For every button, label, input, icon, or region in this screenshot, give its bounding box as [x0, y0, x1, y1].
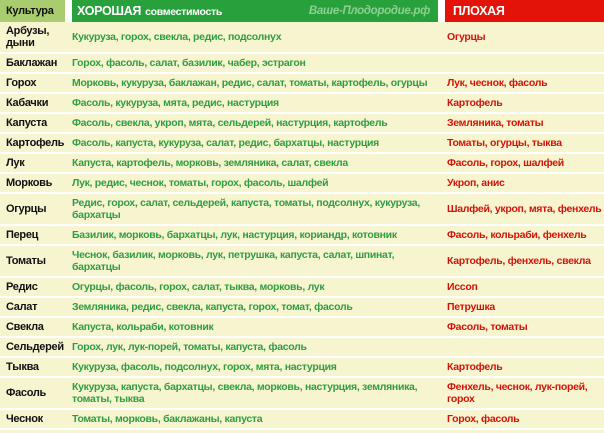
header-good-compatibility — [72, 0, 438, 22]
bad-companions: Укроп, анис — [447, 177, 505, 189]
table-row — [0, 246, 604, 278]
crop-name: Томаты — [6, 255, 46, 267]
crop-name: Капуста — [6, 117, 47, 129]
crop-name: Картофель — [6, 137, 65, 149]
crop-name: Кабачки — [6, 97, 49, 109]
table-row — [0, 358, 604, 378]
good-companions: Капуста, картофель, морковь, земляника, салат, свекла — [72, 157, 348, 169]
bad-companions: Огурцы — [447, 31, 486, 43]
table-row — [0, 94, 604, 114]
good-companions: Горох, лук, лук-порей, томаты, капуста, фасоль — [72, 341, 307, 353]
good-companions: Кукуруза, капуста, бархатцы, свекла, морковь, настурция, земляника, томаты, тыква — [72, 381, 418, 405]
table-row — [0, 298, 604, 318]
crop-name: Свекла — [6, 321, 44, 333]
header-culture: Культура — [0, 0, 65, 22]
bad-companions: Фенхель, чеснок, лук-порей, горох — [447, 381, 588, 405]
table-row — [0, 134, 604, 154]
crop-name: Тыква — [6, 361, 39, 373]
crop-name: Фасоль — [6, 387, 47, 399]
table-row — [0, 278, 604, 298]
good-companions: Чеснок, базилик, морковь, лук, петрушка, капуста, салат, шпинат, бархатцы — [72, 249, 395, 273]
good-companions: Томаты, морковь, баклажаны, капуста — [72, 413, 263, 425]
header-good-label — [77, 2, 222, 20]
table-row — [0, 74, 604, 94]
bad-companions: Фасоль, томаты — [447, 321, 528, 333]
bad-companions: Земляника, томаты — [447, 117, 544, 129]
bad-companions: Картофель — [447, 361, 503, 373]
good-companions: Огурцы, фасоль, горох, салат, тыква, морковь, лук — [72, 281, 325, 293]
header-bad-compatibility: ПЛОХАЯ — [445, 0, 604, 22]
crop-name: Сельдерей — [6, 341, 64, 353]
table-row — [0, 318, 604, 338]
table-row — [0, 22, 604, 54]
good-companions: Кукуруза, горох, свекла, редис, подсолнух — [72, 31, 282, 43]
good-companions: Земляника, редис, свекла, капуста, горох, томат, фасоль — [72, 301, 353, 313]
good-companions: Фасоль, капуста, кукуруза, салат, редис, бархатцы, настурция — [72, 137, 380, 149]
bad-companions: Томаты, огурцы, тыква — [447, 137, 562, 149]
table-row — [0, 338, 604, 358]
crop-name: Морковь — [6, 177, 53, 189]
crop-name: Арбузы, дыни — [6, 25, 50, 49]
table-row — [0, 378, 604, 410]
bad-companions: Картофель — [447, 97, 503, 109]
table-row — [0, 114, 604, 134]
crop-name: Огурцы — [6, 203, 47, 215]
table-row — [0, 154, 604, 174]
table-row — [0, 194, 604, 226]
bad-companions: Лук, чеснок, фасоль — [447, 77, 548, 89]
crop-name: Редис — [6, 281, 38, 293]
site-watermark: Ваше-Плодородие.рф — [308, 5, 430, 17]
crop-name: Лук — [6, 157, 25, 169]
bad-companions: Фасоль, кольраби, фенхель — [447, 229, 587, 241]
good-companions: Базилик, морковь, бархатцы, лук, настурция, кориандр, котовник — [72, 229, 397, 241]
good-companions: Кукуруза, фасоль, подсолнух, горох, мята, настурция — [72, 361, 337, 373]
crop-name: Чеснок — [6, 413, 43, 425]
good-companions: Редис, горох, салат, сельдерей, капуста, томаты, подсолнух, кукуруза, бархатцы — [72, 197, 420, 221]
bad-companions: Петрушка — [447, 301, 495, 313]
bad-companions: Иссоп — [447, 281, 478, 293]
bad-companions — [440, 344, 604, 350]
bad-companions: Горох, фасоль — [447, 413, 520, 425]
table-header — [0, 0, 604, 22]
table-row — [0, 54, 604, 74]
table-row — [0, 226, 604, 246]
bad-companions — [440, 60, 604, 66]
good-companions: Лук, редис, чеснок, томаты, горох, фасоль, шалфей — [72, 177, 329, 189]
good-companions: Морковь, кукуруза, баклажан, редис, салат, томаты, картофель, огурцы — [72, 77, 428, 89]
table-row — [0, 410, 604, 430]
crop-name: Баклажан — [6, 57, 58, 69]
header-good-label-main: ХОРОШАЯ — [77, 4, 142, 18]
bad-companions: Шалфей, укроп, мята, фенхель — [447, 203, 602, 215]
crop-name: Салат — [6, 301, 38, 313]
good-companions: Фасоль, свекла, укроп, мята, сельдерей, настурция, картофель — [72, 117, 388, 129]
good-companions: Горох, фасоль, салат, базилик, чабер, эстрагон — [72, 57, 306, 69]
good-companions: Капуста, кольраби, котовник — [72, 321, 214, 333]
table-row — [0, 174, 604, 194]
bad-companions: Фасоль, горох, шалфей — [447, 157, 564, 169]
header-good-label-sub: совместимость — [145, 6, 223, 18]
bad-companions: Картофель, фенхель, свекла — [447, 255, 591, 267]
crop-name: Перец — [6, 229, 39, 241]
good-companions: Фасоль, кукуруза, мята, редис, настурция — [72, 97, 279, 109]
crop-name: Горох — [6, 77, 37, 89]
